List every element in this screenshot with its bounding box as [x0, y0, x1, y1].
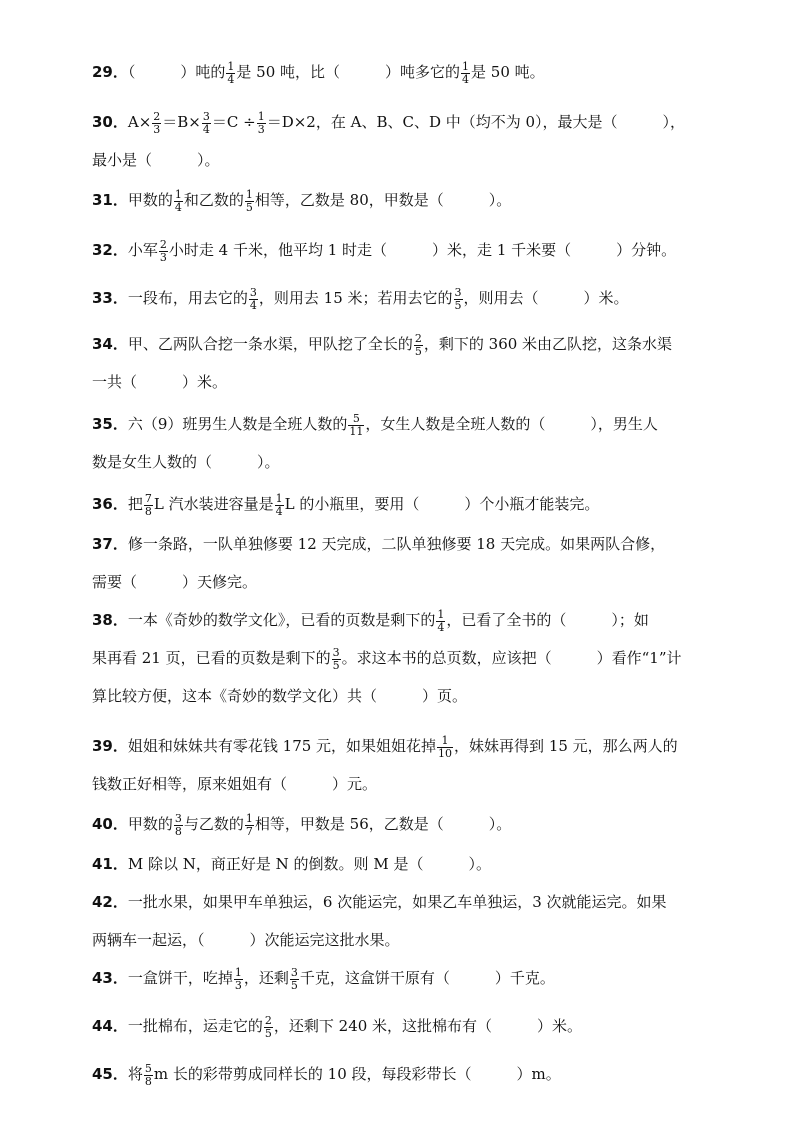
- question-line: [92, 765, 704, 803]
- question-30: [92, 103, 704, 179]
- fraction-numerator: 2: [264, 1013, 272, 1027]
- question-text: 一批棉布，运走它的: [127, 1017, 263, 1035]
- question-number: 44．: [92, 1017, 128, 1035]
- fraction: [152, 111, 161, 136]
- fraction: [249, 287, 258, 312]
- fraction-denominator: 3: [159, 250, 167, 264]
- fraction-denominator: 8: [144, 504, 152, 518]
- question-41: [92, 845, 704, 883]
- question-line: [92, 1055, 704, 1093]
- question-text: A×: [127, 113, 152, 131]
- fraction: [234, 967, 243, 992]
- question-number: 42．: [92, 893, 128, 911]
- fraction-numerator: 1: [174, 187, 182, 201]
- question-text: 与乙数的: [183, 815, 244, 833]
- question-line: [92, 563, 704, 601]
- fraction-denominator: 3: [153, 122, 161, 136]
- question-line: [92, 959, 704, 997]
- fraction-numerator: 5: [144, 1061, 152, 1075]
- fraction-denominator: 4: [462, 72, 470, 86]
- fraction: [332, 647, 341, 672]
- question-line: [92, 141, 704, 179]
- fraction: [348, 413, 364, 438]
- question-text: M 除以 N，商正好是 N 的倒数。则 M 是（ ）。: [127, 855, 491, 873]
- fraction: [202, 111, 211, 136]
- question-text: 小时走 4 千米，他平均 1 时走（ ）米，走 1 千米要（ ）分钟。: [168, 241, 677, 259]
- question-31: [92, 181, 704, 219]
- question-text: 一共（ ）米。: [92, 373, 228, 391]
- question-text: ，女生人数是全班人数的（ ），男生人: [365, 415, 658, 433]
- question-line: [92, 1007, 704, 1045]
- question-text: ＝D×2，在 A、B、C、D 中（均不为 0），最大是（ ），: [266, 113, 686, 131]
- fraction-numerator: 2: [159, 237, 167, 251]
- question-36: [92, 485, 704, 523]
- question-text: 最小是（ ）。: [92, 151, 220, 169]
- fraction-numerator: 3: [174, 811, 182, 825]
- question-35: [92, 405, 704, 481]
- question-number: 29．: [92, 63, 128, 81]
- fraction-numerator: 1: [227, 59, 235, 73]
- fraction-denominator: 4: [249, 298, 257, 312]
- question-text: ＝C ÷: [211, 113, 256, 131]
- fraction-denominator: 5: [414, 344, 422, 358]
- question-number: 43．: [92, 969, 128, 987]
- question-text: 相等，乙数是 80，甲数是（ ）。: [254, 191, 512, 209]
- fraction: [245, 813, 254, 838]
- question-line: [92, 883, 704, 921]
- fraction: [144, 1063, 153, 1088]
- question-39: [92, 727, 704, 803]
- question-text: 修一条路，一队单独修要 12 天完成，二队单独修要 18 天完成。如果两队合修，: [127, 535, 666, 553]
- fraction: [226, 61, 235, 86]
- question-33: [92, 279, 704, 317]
- fraction-denominator: 4: [437, 620, 445, 634]
- question-text: 需要（ ）天修完。: [92, 573, 258, 591]
- question-text: 甲数的: [127, 815, 173, 833]
- question-text: 一批水果，如果甲车单独运，6 次能运完，如果乙车单独运，3 次就能运完。如果: [127, 893, 667, 911]
- fraction: [275, 493, 284, 518]
- question-line: [92, 405, 704, 443]
- fraction-denominator: 8: [144, 1074, 152, 1088]
- question-number: 41．: [92, 855, 128, 873]
- fraction: [144, 493, 153, 518]
- question-line: [92, 103, 704, 141]
- fraction-numerator: 1: [462, 59, 470, 73]
- fraction: [454, 287, 463, 312]
- fraction-numerator: 3: [454, 285, 462, 299]
- question-43: [92, 959, 704, 997]
- question-line: [92, 181, 704, 219]
- question-number: 33．: [92, 289, 128, 307]
- fraction-denominator: 5: [454, 298, 462, 312]
- question-text: 。求这本书的总页数，应该把（ ）看作“1”计: [341, 649, 682, 667]
- question-text: 两辆车一起运，（ ）次能运完这批水果。: [92, 931, 400, 949]
- fraction-numerator: 3: [332, 645, 340, 659]
- question-text: 是 50 吨。: [471, 63, 545, 81]
- fraction-denominator: 5: [332, 658, 340, 672]
- question-line: [92, 921, 704, 959]
- question-text: 把: [127, 495, 143, 513]
- question-number: 38．: [92, 611, 128, 629]
- question-text: 一盒饼干，吃掉: [127, 969, 233, 987]
- fraction: [436, 609, 445, 634]
- fraction: [159, 239, 168, 264]
- question-40: [92, 805, 704, 843]
- fraction-denominator: 5: [245, 200, 253, 214]
- question-number: 39．: [92, 737, 128, 755]
- question-line: [92, 845, 704, 883]
- question-text: 钱数正好相等，原来姐姐有（ ）元。: [92, 775, 378, 793]
- question-text: 甲、乙两队合挖一条水渠，甲队挖了全长的: [127, 335, 413, 353]
- fraction: [290, 967, 299, 992]
- question-line: [92, 677, 704, 715]
- fraction-denominator: 11: [349, 424, 364, 438]
- fraction-numerator: 3: [202, 109, 210, 123]
- question-line: [92, 279, 704, 317]
- question-text: m 长的彩带剪成同样长的 10 段，每段彩带长（ ）m。: [153, 1065, 561, 1083]
- fraction: [245, 189, 254, 214]
- question-number: 45．: [92, 1065, 128, 1083]
- question-text: L 汽水装进容量是: [153, 495, 274, 513]
- question-number: 31．: [92, 191, 128, 209]
- question-text: 果再看 21 页，已看的页数是剩下的: [92, 649, 331, 667]
- fraction-denominator: 5: [264, 1026, 272, 1040]
- fraction: [414, 333, 423, 358]
- question-line: [92, 443, 704, 481]
- question-line: [92, 363, 704, 401]
- question-text: ＝B×: [162, 113, 201, 131]
- question-32: [92, 231, 704, 269]
- fraction-numerator: 2: [414, 331, 422, 345]
- fraction-denominator: 4: [227, 72, 235, 86]
- question-text: （ ）吨的: [127, 63, 226, 81]
- fraction-numerator: 1: [257, 109, 265, 123]
- question-42: [92, 883, 704, 959]
- fraction: [257, 111, 266, 136]
- question-number: 30．: [92, 113, 128, 131]
- question-line: [92, 727, 704, 765]
- question-text: ，则用去 15 米；若用去它的: [258, 289, 453, 307]
- question-number: 40．: [92, 815, 128, 833]
- question-line: [92, 525, 704, 563]
- question-34: [92, 325, 704, 401]
- question-line: [92, 325, 704, 363]
- question-number: 34．: [92, 335, 128, 353]
- question-text: 算比较方便，这本《奇妙的数学文化）共（ ）页。: [92, 687, 468, 705]
- question-number: 36．: [92, 495, 128, 513]
- fraction-denominator: 10: [438, 746, 453, 760]
- question-45: [92, 1055, 704, 1093]
- fraction-denominator: 7: [245, 824, 253, 838]
- fraction-numerator: 1: [437, 607, 445, 621]
- question-text: 一段布，用去它的: [127, 289, 248, 307]
- question-37: [92, 525, 704, 601]
- question-line: [92, 805, 704, 843]
- question-text: ，剩下的 360 米由乙队挖，这条水渠: [423, 335, 673, 353]
- fraction-numerator: 5: [352, 411, 360, 425]
- question-text: 将: [127, 1065, 143, 1083]
- fraction-numerator: 1: [441, 733, 449, 747]
- question-number: 35．: [92, 415, 128, 433]
- fraction-denominator: 4: [174, 200, 182, 214]
- question-text: ，则用去（ ）米。: [463, 289, 629, 307]
- question-text: 和乙数的: [183, 191, 244, 209]
- fraction: [174, 813, 183, 838]
- question-29: [92, 53, 704, 91]
- question-number: 32．: [92, 241, 128, 259]
- question-38: [92, 601, 704, 715]
- fraction: [264, 1015, 273, 1040]
- fraction-numerator: 1: [234, 965, 242, 979]
- question-text: 相等，甲数是 56，乙数是（ ）。: [254, 815, 512, 833]
- question-line: [92, 485, 704, 523]
- question-text: ，还剩下 240 米，这批棉布有（ ）米。: [273, 1017, 583, 1035]
- fraction-denominator: 5: [290, 978, 298, 992]
- question-text: L 的小瓶里，要用（ ）个小瓶才能装完。: [284, 495, 600, 513]
- question-text: 千克，这盒饼干原有（ ）千克。: [299, 969, 555, 987]
- question-line: [92, 601, 704, 639]
- question-text: 一本《奇妙的数学文化》，已看的页数是剩下的: [127, 611, 436, 629]
- question-text: 姐姐和妹妹共有零花钱 175 元，如果姐姐花掉: [127, 737, 437, 755]
- question-number: 37．: [92, 535, 128, 553]
- fraction-denominator: 4: [202, 122, 210, 136]
- question-text: 甲数的: [127, 191, 173, 209]
- question-text: 小军: [127, 241, 158, 259]
- question-44: [92, 1007, 704, 1045]
- fraction-numerator: 1: [275, 491, 283, 505]
- fraction-denominator: 4: [275, 504, 283, 518]
- question-text: ，已看了全书的（ ）；如: [446, 611, 649, 629]
- fraction-numerator: 1: [245, 187, 253, 201]
- fraction: [461, 61, 470, 86]
- question-text: 数是女生人数的（ ）。: [92, 453, 280, 471]
- fraction-numerator: 3: [249, 285, 257, 299]
- fraction-denominator: 3: [257, 122, 265, 136]
- fraction-numerator: 2: [153, 109, 161, 123]
- question-line: [92, 639, 704, 677]
- question-text: ，妹妹再得到 15 元，那么两人的: [454, 737, 678, 755]
- question-text: 是 50 吨，比（ ）吨多它的: [236, 63, 461, 81]
- fraction-denominator: 8: [174, 824, 182, 838]
- fraction-numerator: 3: [290, 965, 298, 979]
- question-line: [92, 231, 704, 269]
- fraction-numerator: 7: [144, 491, 152, 505]
- fraction: [437, 735, 453, 760]
- question-text: 六（9）班男生人数是全班人数的: [127, 415, 348, 433]
- question-line: [92, 53, 704, 91]
- fraction-numerator: 1: [245, 811, 253, 825]
- fraction-denominator: 3: [234, 978, 242, 992]
- question-text: ，还剩: [243, 969, 289, 987]
- fraction: [174, 189, 183, 214]
